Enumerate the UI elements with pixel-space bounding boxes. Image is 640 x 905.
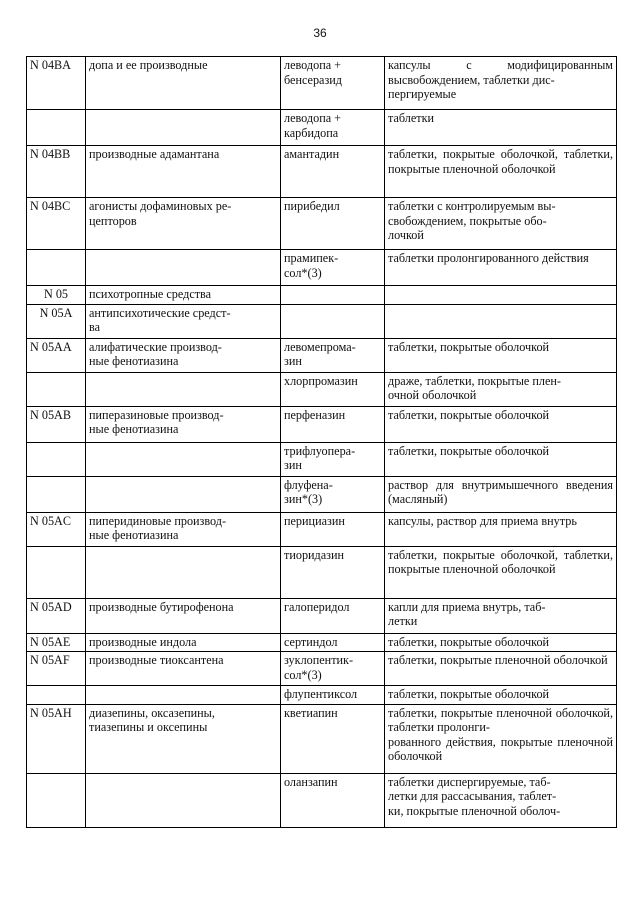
group-name-cell (86, 442, 281, 476)
group-name-cell (86, 476, 281, 512)
group-name-cell: производные адамантана (86, 146, 281, 198)
dosage-form-cell: таблетки диспергируемые, таб- летки для рассасывания, таблет- ки, покрытые пленочной оболоч- (385, 773, 617, 827)
table-row (27, 57, 617, 110)
group-name-cell (86, 686, 281, 705)
drug-name-cell (281, 304, 385, 338)
dosage-form-cell: таблетки пролонгированного действия (385, 250, 617, 286)
drug-name-cell: перфеназин (281, 406, 385, 442)
table-row (27, 773, 617, 827)
atc-code-cell (27, 546, 86, 598)
atc-code-cell: N 05AB (27, 406, 86, 442)
drug-name-cell: тиоридазин (281, 546, 385, 598)
table-row (27, 198, 617, 250)
atc-code-cell: N 05AE (27, 633, 86, 652)
dosage-form-cell: таблетки, покрытые пленочной оболочкой (385, 652, 617, 686)
group-name-cell: пиперидиновые производ- ные фенотиазина (86, 512, 281, 546)
drug-name-cell: хлорпромазин (281, 372, 385, 406)
table-row (27, 338, 617, 372)
drug-name-cell: оланзапин (281, 773, 385, 827)
group-name-cell: производные тиоксантена (86, 652, 281, 686)
table-row (27, 250, 617, 286)
dosage-form-cell: таблетки, покрытые оболочкой (385, 338, 617, 372)
dosage-form-cell: таблетки (385, 110, 617, 146)
group-name-cell: производные бутирофенона (86, 598, 281, 633)
atc-code-cell (27, 110, 86, 146)
drug-name-cell: галоперидол (281, 598, 385, 633)
dosage-form-cell: раствор для внутримышечного введения (масляный) (385, 476, 617, 512)
table-row (27, 546, 617, 598)
table-row (27, 598, 617, 633)
table-row (27, 704, 617, 773)
atc-code-cell: N 05AH (27, 704, 86, 773)
table-row (27, 633, 617, 652)
atc-code-cell (27, 250, 86, 286)
drug-name-cell: сертиндол (281, 633, 385, 652)
dosage-form-cell: таблетки, покрытые оболочкой (385, 686, 617, 705)
drug-name-cell: перициазин (281, 512, 385, 546)
group-name-cell: допа и ее производные (86, 57, 281, 110)
atc-code-cell (27, 442, 86, 476)
table-row (27, 686, 617, 705)
atc-code-cell: N 04BB (27, 146, 86, 198)
dosage-form-cell: таблетки, покрытые оболочкой, таблетки, покрытые пленочной оболочкой (385, 146, 617, 198)
dosage-form-cell: таблетки, покрытые пленочной оболочкой, таблетки пролонги- рованного действия, покрытые пленочной оболочкой (385, 704, 617, 773)
dosage-form-cell: таблетки, покрытые оболочкой (385, 633, 617, 652)
dosage-form-cell (385, 304, 617, 338)
group-name-cell (86, 773, 281, 827)
atc-code-cell: N 05 (27, 286, 86, 305)
table-row (27, 110, 617, 146)
drug-name-cell: леводопа + карбидопа (281, 110, 385, 146)
table-row (27, 512, 617, 546)
atc-code-cell: N 05AD (27, 598, 86, 633)
dosage-form-cell: капсулы, раствор для приема внутрь (385, 512, 617, 546)
drug-name-cell: трифлуопера- зин (281, 442, 385, 476)
group-name-cell: производные индола (86, 633, 281, 652)
table-row (27, 372, 617, 406)
group-name-cell: пиперазиновые производ- ные фенотиазина (86, 406, 281, 442)
atc-code-cell (27, 476, 86, 512)
atc-code-cell: N 05AF (27, 652, 86, 686)
table-row (27, 146, 617, 198)
group-name-cell (86, 372, 281, 406)
dosage-form-cell: таблетки, покрытые оболочкой (385, 442, 617, 476)
group-name-cell (86, 250, 281, 286)
drug-name-cell: пирибедил (281, 198, 385, 250)
drug-name-cell: флуфена- зин*(3) (281, 476, 385, 512)
dosage-form-cell: капсулы с модифицированным высвобождением, таблетки дис- пергируемые (385, 57, 617, 110)
atc-code-cell: N 04BA (27, 57, 86, 110)
group-name-cell: антипсихотические средст- ва (86, 304, 281, 338)
page-number: 36 (313, 26, 327, 40)
drug-name-cell: левомепрома- зин (281, 338, 385, 372)
atc-code-cell (27, 773, 86, 827)
dosage-form-cell: драже, таблетки, покрытые плен- очной оболочкой (385, 372, 617, 406)
group-name-cell: диазепины, оксазепины, тиазепины и оксепины (86, 704, 281, 773)
atc-code-cell: N 05AA (27, 338, 86, 372)
group-name-cell: алифатические производ- ные фенотиазина (86, 338, 281, 372)
group-name-cell (86, 546, 281, 598)
drug-name-cell: зуклопентик- сол*(3) (281, 652, 385, 686)
drug-name-cell: амантадин (281, 146, 385, 198)
drug-name-cell (281, 286, 385, 305)
drug-name-cell: флупентиксол (281, 686, 385, 705)
table-row (27, 304, 617, 338)
dosage-form-cell: таблетки с контролируемым вы- свобождением, покрытые обо- лочкой (385, 198, 617, 250)
drug-table (26, 56, 617, 828)
table-row (27, 476, 617, 512)
dosage-form-cell: капли для приема внутрь, таб- летки (385, 598, 617, 633)
atc-code-cell (27, 372, 86, 406)
drug-name-cell: прамипек- сол*(3) (281, 250, 385, 286)
group-name-cell: психотропные средства (86, 286, 281, 305)
atc-code-cell: N 05A (27, 304, 86, 338)
table-row (27, 286, 617, 305)
atc-code-cell: N 05AC (27, 512, 86, 546)
drug-name-cell: кветиапин (281, 704, 385, 773)
atc-code-cell: N 04BC (27, 198, 86, 250)
table-row (27, 406, 617, 442)
group-name-cell (86, 110, 281, 146)
table-row (27, 442, 617, 476)
atc-code-cell (27, 686, 86, 705)
table-row (27, 652, 617, 686)
dosage-form-cell (385, 286, 617, 305)
drug-name-cell: леводопа + бенсеразид (281, 57, 385, 110)
dosage-form-cell: таблетки, покрытые оболочкой, таблетки, покрытые пленочной оболочкой (385, 546, 617, 598)
dosage-form-cell: таблетки, покрытые оболочкой (385, 406, 617, 442)
group-name-cell: агонисты дофаминовых ре- цепторов (86, 198, 281, 250)
